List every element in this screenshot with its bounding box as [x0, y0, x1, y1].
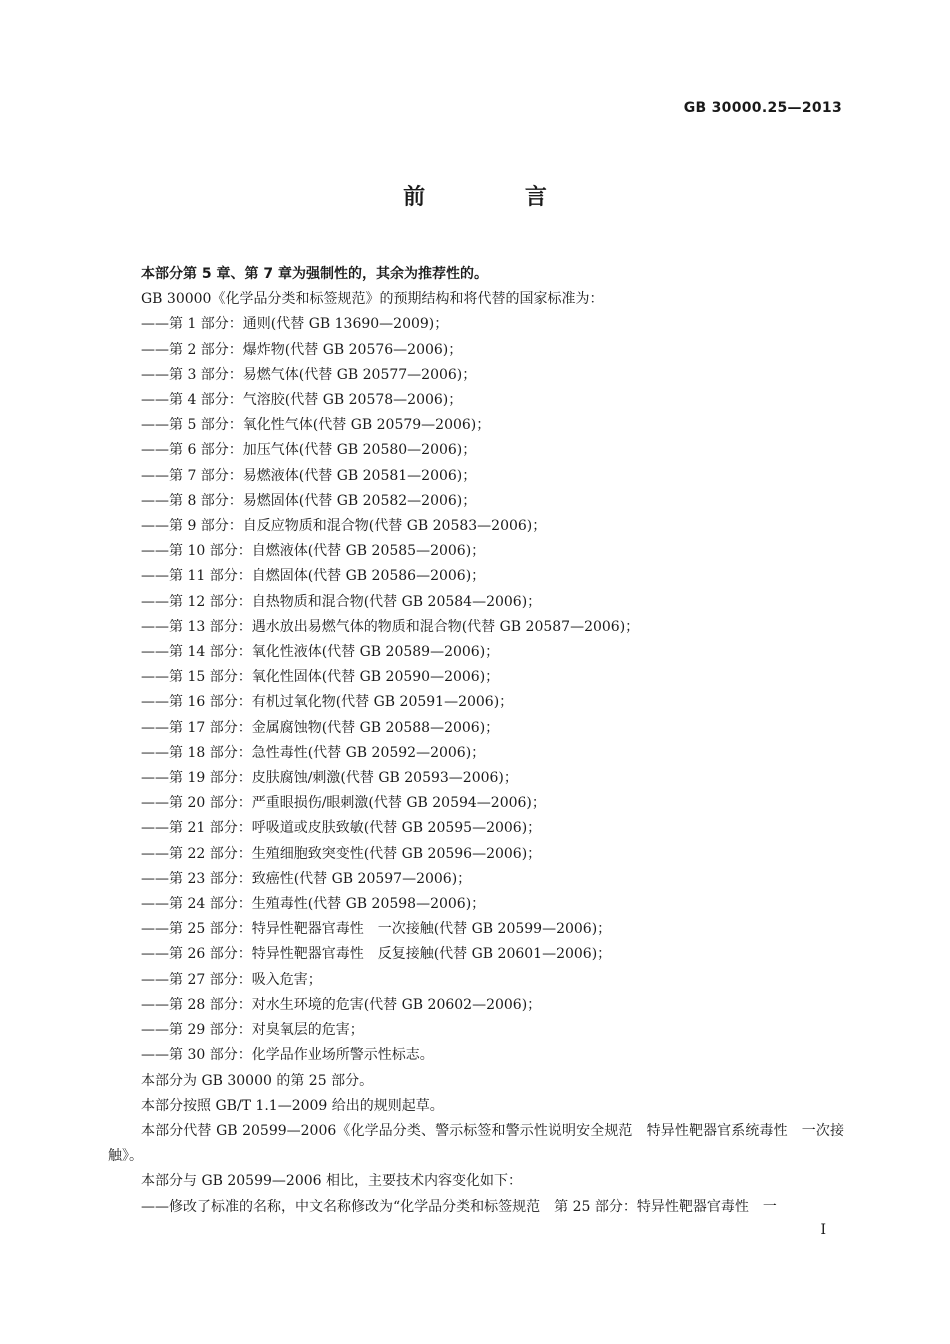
- list-item: ——第 1 部分：通则(代替 GB 13690—2009)；: [141, 316, 449, 333]
- list-item: ——第 8 部分：易燃固体(代替 GB 20582—2006)；: [141, 492, 477, 509]
- list-item: ——第 6 部分：加压气体(代替 GB 20580—2006)；: [141, 442, 477, 459]
- list-item: ——第 27 部分：吸入危害；: [141, 971, 322, 988]
- page-title: 前 言: [403, 185, 593, 210]
- list-item: ——第 25 部分：特异性靶器官毒性 一次接触(代替 GB 20599—2006)；: [141, 921, 612, 938]
- parts-list: [108, 312, 844, 1068]
- paragraph-mandatory-note: 本部分第 5 章、第 7 章为强制性的，其余为推荐性的。: [141, 266, 488, 282]
- list-item: ——第 20 部分：严重眼损伤/眼刺激(代替 GB 20594—2006)；: [141, 795, 546, 812]
- list-item: ——第 18 部分：急性毒性(代替 GB 20592—2006)；: [141, 744, 486, 761]
- standard-number: GB 30000.25—2013: [683, 100, 842, 116]
- list-item: ——第 21 部分：呼吸道或皮肤致敏(代替 GB 20595—2006)；: [141, 820, 542, 837]
- page-number: I: [820, 1222, 826, 1238]
- document-body: [108, 262, 844, 1220]
- list-item: ——第 12 部分：自热物质和混合物(代替 GB 20584—2006)；: [141, 593, 542, 610]
- list-item: ——第 3 部分：易燃气体(代替 GB 20577—2006)；: [141, 366, 477, 383]
- list-item: ——第 14 部分：氧化性液体(代替 GB 20589—2006)；: [141, 644, 500, 661]
- paragraph-part-number: 本部分为 GB 30000 的第 25 部分。: [141, 1072, 374, 1089]
- paragraph-change-item: ——修改了标准的名称，中文名称修改为“化学品分类和标签规范 第 25 部分：特异性靶器官毒性 一: [141, 1198, 777, 1215]
- list-item: ——第 29 部分：对臭氧层的危害；: [141, 1022, 364, 1039]
- list-item: ——第 24 部分：生殖毒性(代替 GB 20598—2006)；: [141, 896, 486, 913]
- paragraph-structure-intro: GB 30000《化学品分类和标签规范》的预期结构和将代替的国家标准为：: [141, 291, 604, 308]
- list-item: ——第 22 部分：生殖细胞致突变性(代替 GB 20596—2006)；: [141, 845, 542, 862]
- list-item: ——第 23 部分：致癌性(代替 GB 20597—2006)；: [141, 870, 472, 887]
- paragraph-drafting-rules: 本部分按照 GB/T 1.1—2009 给出的规则起草。: [141, 1097, 444, 1114]
- list-item: ——第 17 部分：金属腐蚀物(代替 GB 20588—2006)；: [141, 719, 500, 736]
- list-item: ——第 19 部分：皮肤腐蚀/刺激(代替 GB 20593—2006)；: [141, 770, 518, 787]
- list-item: ——第 13 部分：遇水放出易燃气体的物质和混合物(代替 GB 20587—2006)；: [141, 618, 640, 635]
- list-item: ——第 7 部分：易燃液体(代替 GB 20581—2006)；: [141, 467, 477, 484]
- list-item: ——第 5 部分：氧化性气体(代替 GB 20579—2006)；: [141, 417, 491, 434]
- paragraph-replaces: 本部分代替 GB 20599—2006《化学品分类、警示标签和警示性说明安全规范 特异性靶器官系统毒性 一次接触》。: [108, 1122, 844, 1165]
- list-item: ——第 10 部分：自燃液体(代替 GB 20585—2006)；: [141, 543, 486, 560]
- list-item: ——第 15 部分：氧化性固体(代替 GB 20590—2006)；: [141, 669, 500, 686]
- list-item: ——第 30 部分：化学品作业场所警示性标志。: [141, 1047, 434, 1064]
- list-item: ——第 28 部分：对水生环境的危害(代替 GB 20602—2006)；: [141, 996, 542, 1013]
- list-item: ——第 26 部分：特异性靶器官毒性 反复接触(代替 GB 20601—2006)；: [141, 946, 612, 963]
- list-item: ——第 11 部分：自燃固体(代替 GB 20586—2006)；: [141, 568, 486, 585]
- list-item: ——第 16 部分：有机过氧化物(代替 GB 20591—2006)；: [141, 694, 514, 711]
- list-item: ——第 9 部分：自反应物质和混合物(代替 GB 20583—2006)；: [141, 518, 547, 535]
- list-item: ——第 2 部分：爆炸物(代替 GB 20576—2006)；: [141, 341, 463, 358]
- list-item: ——第 4 部分：气溶胶(代替 GB 20578—2006)；: [141, 392, 463, 409]
- paragraph-changes-intro: 本部分与 GB 20599—2006 相比，主要技术内容变化如下：: [141, 1173, 522, 1190]
